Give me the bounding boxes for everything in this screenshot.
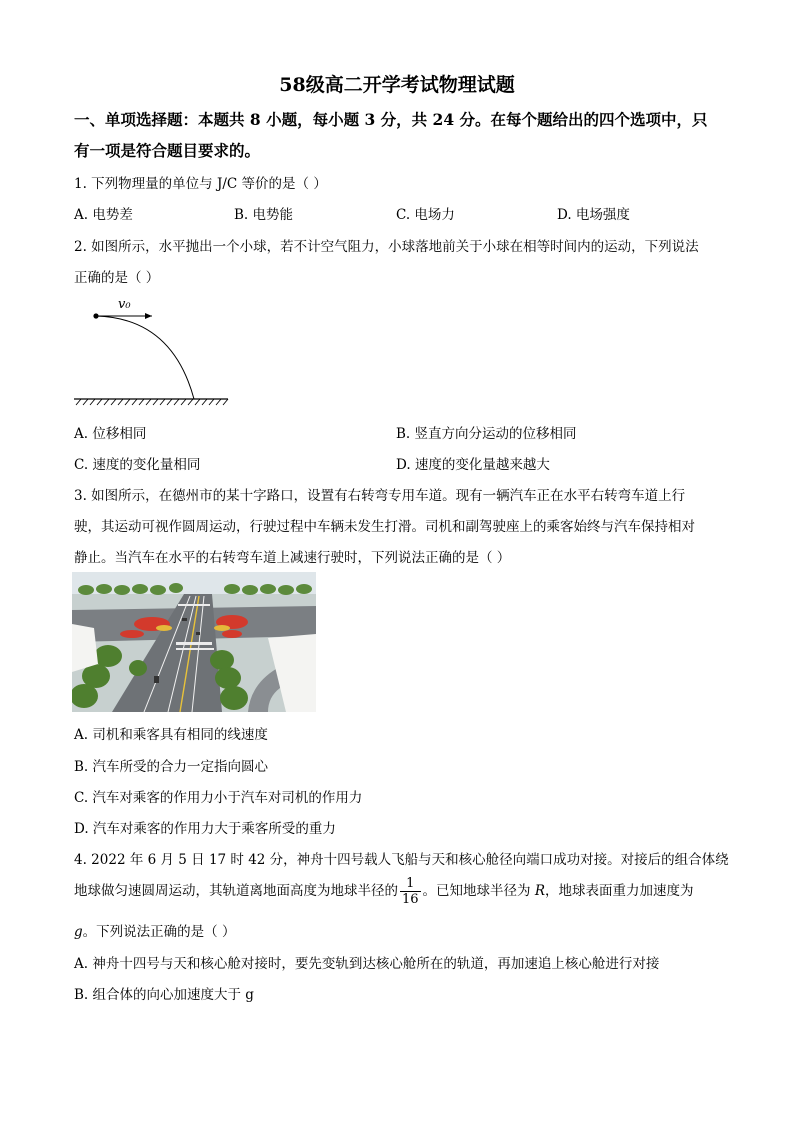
intersection-photo — [72, 572, 316, 712]
q2-option-a: A. 位移相同 — [74, 426, 147, 442]
q4-stem-line3-post: 。下列说法正确的是（ ） — [82, 924, 236, 940]
q3-stem-line1: 3. 如图所示，在德州市的某十字路口，设置有右转弯专用车道。现有一辆汽车正在水平右转弯车道上行 — [74, 488, 686, 504]
q1-option-b: B. 电势能 — [234, 207, 294, 223]
q4-stem-line1: 4. 2022 年 6 月 5 日 17 时 42 分，神舟十四号载人飞船与天和核心舱径向端口成功对接。对接后的组合体绕 — [74, 852, 729, 868]
q3-stem-line3: 静止。当汽车在水平的右转弯车道上减速行驶时，下列说法正确的是（ ） — [74, 550, 511, 566]
gravity-symbol: g — [74, 924, 83, 940]
ground-hatching — [76, 399, 228, 405]
section-heading-line1: 一、单项选择题：本题共 8 小题，每小题 3 分，共 24 分。在每个题给出的四个选项中，只 — [74, 110, 708, 129]
earth-radius-symbol: R — [534, 883, 546, 899]
q4-option-a: A. 神舟十四号与天和核心舱对接时，要先变轨到达核心舱所在的轨道，再加速追上核心舱进行对接 — [74, 956, 660, 972]
q4-stem-line3 — [74, 920, 235, 940]
fraction-denominator: 16 — [402, 892, 419, 907]
q2-option-d: D. 速度的变化量越来越大 — [396, 457, 550, 473]
q1-option-a: A. 电势差 — [74, 207, 133, 223]
section-heading-line2: 有一项是符合题目要求的。 — [74, 141, 261, 160]
q3-option-a: A. 司机和乘客具有相同的线速度 — [74, 727, 268, 743]
q4-stem-line2-post-a: 。已知地球半径为 — [422, 883, 535, 899]
q2-stem-line2: 正确的是（ ） — [74, 270, 160, 286]
q3-stem-line2: 驶，其运动可视作圆周运动，行驶过程中车辆未发生打滑。司机和副驾驶座上的乘客始终与汽车保持相对 — [74, 519, 695, 535]
q2-option-b: B. 竖直方向分运动的位移相同 — [396, 426, 577, 442]
q4-stem-line2 — [74, 874, 694, 908]
q2-stem-line1: 2. 如图所示，水平抛出一个小球，若不计空气阻力，小球落地前关于小球在相等时间内的运动，下列说法 — [74, 239, 699, 255]
q4-stem-line2-post-b: ，地球表面重力加速度为 — [545, 883, 694, 899]
fraction-numerator: 1 — [400, 876, 421, 892]
q2-option-c: C. 速度的变化量相同 — [74, 457, 201, 473]
trajectory — [96, 316, 194, 399]
q4-option-b: B. 组合体的向心加速度大于 g — [74, 987, 254, 1003]
q1-option-d: D. 电场强度 — [557, 207, 630, 223]
v0-label: v₀ — [118, 297, 131, 312]
projectile-figure — [72, 292, 232, 410]
q1-stem: 1. 下列物理量的单位与 J/C 等价的是（ ） — [74, 176, 327, 192]
q3-option-c: C. 汽车对乘客的作用力小于汽车对司机的作用力 — [74, 790, 363, 806]
q4-stem-line2-pre: 地球做匀速圆周运动，其轨道离地面高度为地球半径的 — [74, 883, 398, 899]
q3-option-d: D. 汽车对乘客的作用力大于乘客所受的重力 — [74, 821, 336, 837]
height-fraction — [400, 876, 421, 907]
page-title: 58级高二开学考试物理试题 — [279, 74, 515, 96]
q1-option-c: C. 电场力 — [396, 207, 455, 223]
q3-option-b: B. 汽车所受的合力一定指向圆心 — [74, 759, 269, 775]
